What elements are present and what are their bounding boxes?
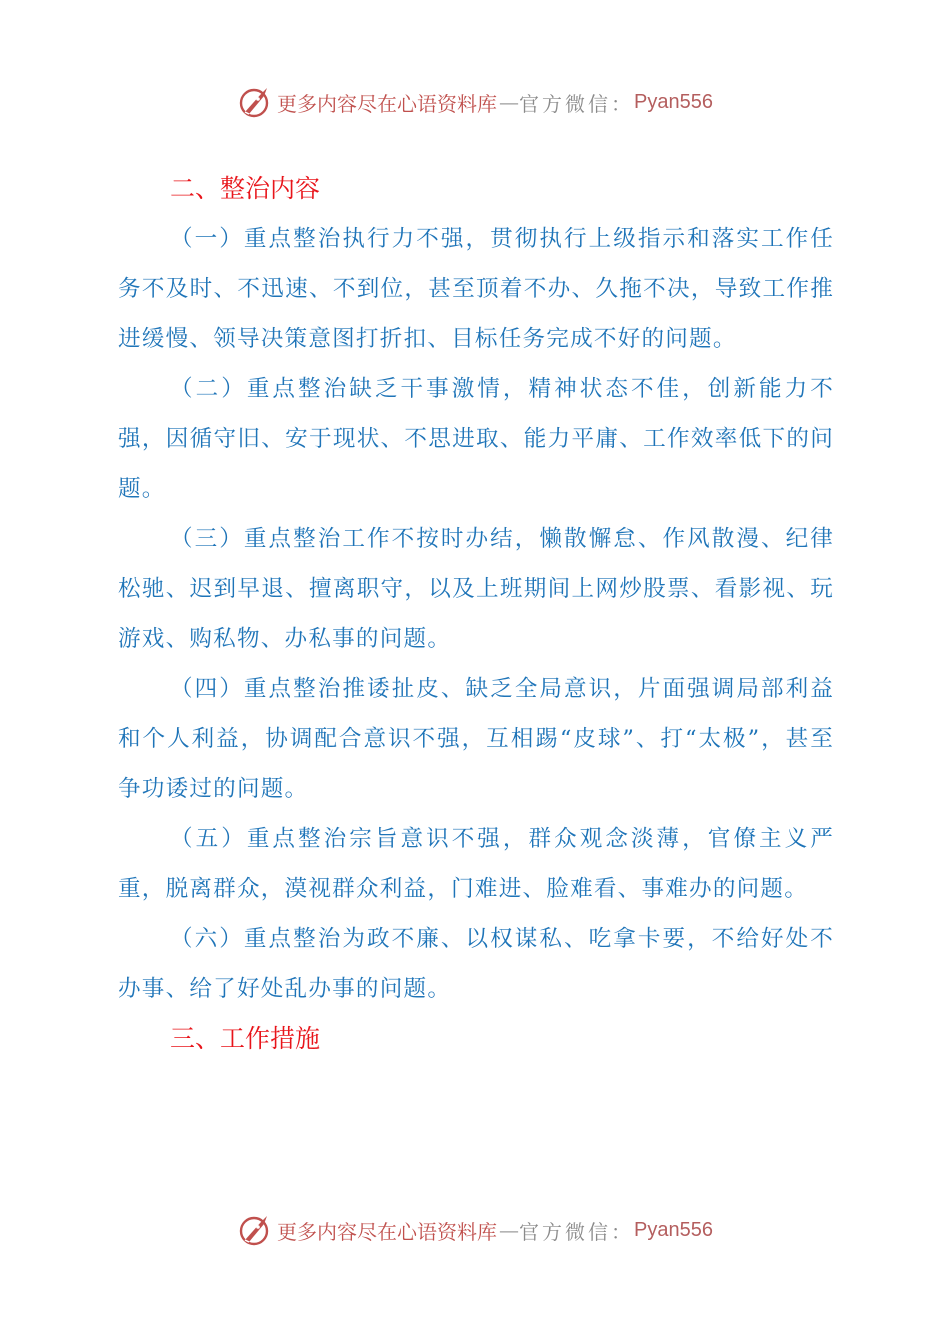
paragraph-1: （一）重点整治执行力不强，贯彻执行上级指示和落实工作任务不及时、不迅速、不到位，甚至顶着不办、久拖不决，导致工作推进缓慢、领导决策意图打折扣、目标任务完成不好的问题。 [118,226,834,352]
paragraph-3: （三）重点整治工作不按时办结，懒散懈怠、作风散漫、纪律松驰、迟到早退、擅离职守，以及上班期间上网炒股票、看影视、玩游戏、购私物、办私事的问题。 [118,526,834,652]
watermark-brand: 更多内容尽在心语资料库 [277,91,498,116]
watermark-dash: — [499,1218,518,1242]
watermark-dash: — [499,90,518,114]
watermark-wechat-label: 官方微信： [519,91,635,116]
paragraph-5: （五）重点整治宗旨意识不强，群众观念淡薄，官僚主义严重，脱离群众，漠视群众利益，门难进、脸难看、事难办的问题。 [118,826,834,902]
watermark-brand: 更多内容尽在心语资料库 [277,1219,498,1244]
section-heading: 二、整治内容 [170,174,321,203]
pen-nib-logo-icon [237,84,273,120]
paragraph-4: （四）重点整治推诿扯皮、缺乏全局意识，片面强调局部利益和个人利益，协调配合意识不强，互相踢“皮球”、打“太极”，甚至争功诿过的问题。 [118,676,834,802]
header-watermark [0,82,950,122]
footer-watermark [0,1210,950,1250]
paragraph-6: （六）重点整治为政不廉、以权谋私、吃拿卡要，不给好处不办事、给了好处乱办事的问题。 [118,926,834,1002]
watermark-wechat-id: Pyan556 [634,1218,713,1241]
pen-nib-logo-icon [237,1212,273,1248]
watermark-wechat-label: 官方微信： [519,1219,635,1244]
paragraph-2: （二）重点整治缺乏干事激情，精神状态不佳，创新能力不强，因循守旧、安于现状、不思进取、能力平庸、工作效率低下的问题。 [118,376,834,502]
next-section-heading: 三、工作措施 [170,1024,321,1053]
watermark-wechat-id: Pyan556 [634,90,713,113]
document-body [118,164,834,1064]
